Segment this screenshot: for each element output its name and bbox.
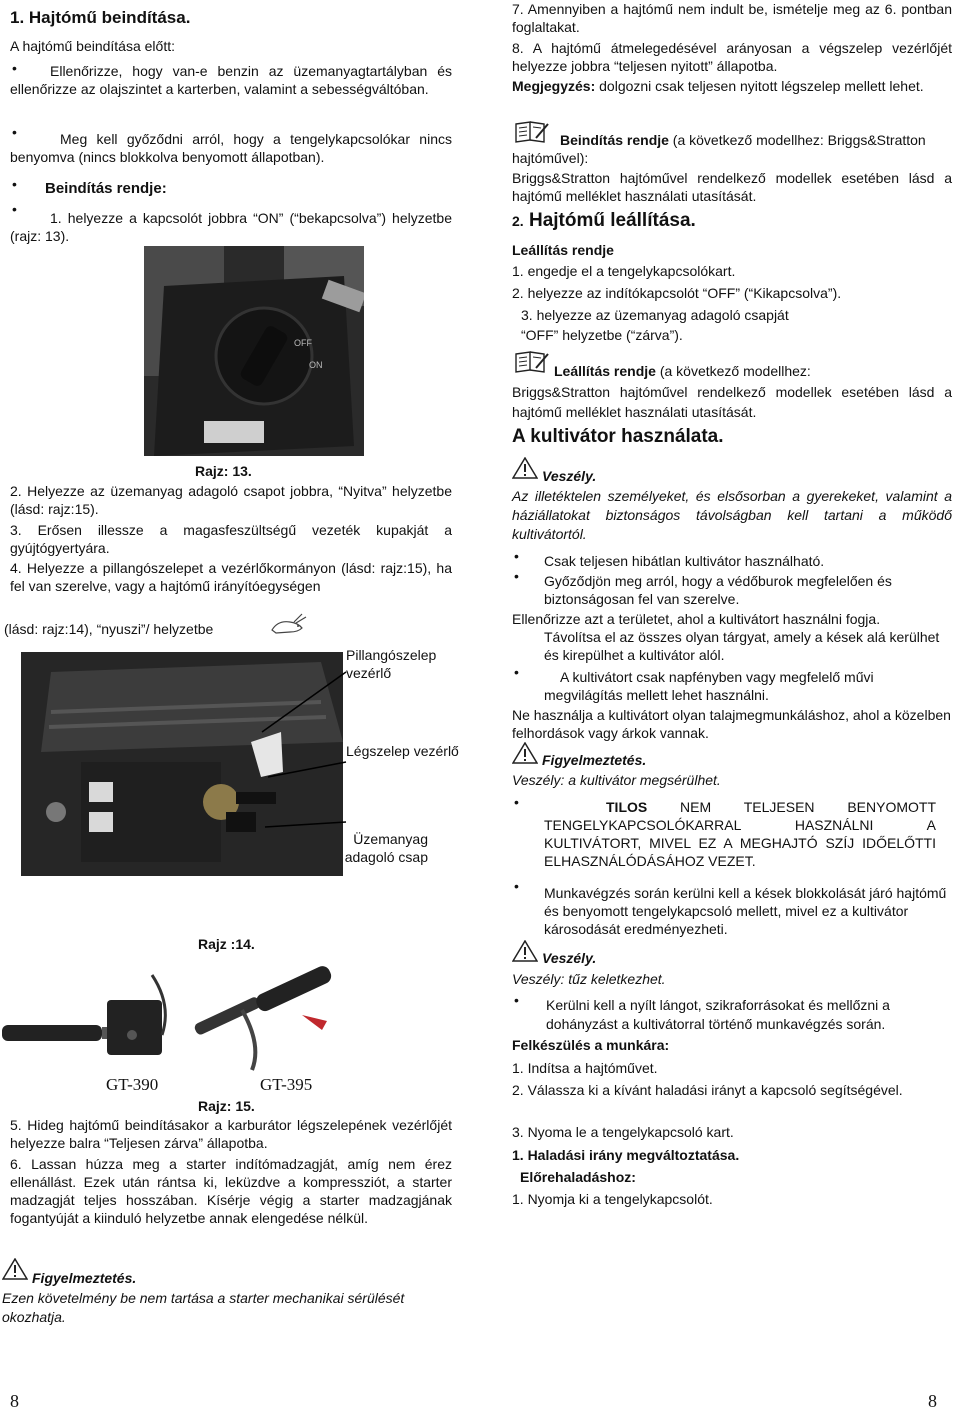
stop-order-bs: Leállítás rendje (a következő modellhez: (554, 363, 811, 379)
figure-15-caption: Rajz: 15. (198, 1098, 255, 1114)
step-1: 1. helyezze a kapcsolót jobbra “ON” (“bekapcsolva”) helyzetbe (rajz: 13). (10, 210, 452, 244)
bullet-lighting: A kultivátort csak napfényben vagy megfelelő művi megvilágítás mellett lehet használni. (544, 669, 874, 703)
stop-step-3: 3. helyezze az üzemanyag adagoló csapját (521, 307, 789, 323)
warning-triangle-icon (2, 1258, 28, 1280)
warning-triangle-icon (512, 742, 538, 764)
prep-heading: Felkészülés a munkára: (512, 1037, 670, 1053)
svg-text:ON: ON (309, 360, 323, 370)
note: Megjegyzés: dolgozni csak teljesen nyitott légszelep mellett lehet. (512, 78, 924, 94)
prep-step-3: 3. Nyoma le a tengelykapcsoló kart. (512, 1124, 734, 1140)
bullet-flawless: Csak teljesen hibátlan kultivátor használható. (544, 553, 825, 569)
bullet-dot-icon: • (514, 548, 519, 564)
step-3: 3. Erősen illessze a magasfeszültségű vezeték kupakját a gyújtógyertyára. (10, 522, 452, 556)
tilos-warning: TILOS NEM TELJESEN BENYOMOTT TENGELYKAPCSOLÓKARRAL HASZNÁLNI A KULTIVÁTORT, MIVEL EZ A MEGHAJTÓ SZÍJ IDŐELŐTTI ELHASZNÁLÓDÁSÁHOZ VEZET. (544, 799, 936, 869)
bullet-dot-icon: • (514, 664, 519, 680)
bullet-dot-icon: • (514, 878, 519, 894)
bullet-clutch-check: Meg kell győződni arról, hogy a tengelykapcsolókar nincs benyomva (nincs blokkolva benyomott állapotban). (10, 131, 452, 165)
bullet-blade-block: Munkavégzés során kerülni kell a kések blokkolását járó hajtómű és benyomott tengelykapcsoló mellett, mivel ez a kultivátor károsodását eredményezheti. (544, 885, 947, 937)
step-8: 8. A hajtómű átmelegedésével arányosan a végszelep vezérlőjét helyezze jobbra “teljesen nyitott” állapotba. (512, 40, 952, 74)
step-6: 6. Lassan húzza meg a starter indítómadzagját, amíg nem érez ellenállást. Ezek után rántsa ki, leküzdve a kompressziót, a starter madzagját teljes hosszában. Kísérje végig a starter madzagjának fogantyúját a kiinduló helyzetbe annak elengedése nélkül. (10, 1156, 452, 1226)
step-4: 4. Helyezze a pillangószelepet a vezérlőkormányon (lásd: rajz:15), ha fel van szerelve, vagy a hajtómű irányítóegységen (10, 560, 452, 594)
bullet-dot-icon: • (514, 992, 519, 1008)
warning-triangle-icon (512, 457, 538, 479)
start-order-bs: Beindítás rendje (a következő modellhez: Briggs&Stratton hajtóművel): (512, 132, 926, 166)
bullet-dot-icon: • (12, 176, 17, 192)
start-order-heading: Beindítás rendje: (45, 180, 167, 197)
svg-text:OFF: OFF (294, 338, 312, 348)
bullet-dot-icon: • (12, 60, 17, 76)
label-fuel-tap: Üzemanyag adagoló csap (344, 831, 428, 865)
figure-15-handlebar-photo (2, 955, 342, 1075)
figure-13-ignition-switch-photo (144, 246, 364, 456)
warning-2-title: Figyelmeztetés. (542, 752, 647, 768)
check-area: Ellenőrizze azt a területet, ahol a kultivátort használni fogja. (512, 611, 881, 627)
warning-title: Figyelmeztetés. (32, 1270, 137, 1286)
forward-step-1: 1. Nyomja ki a tengelykapcsolót. (512, 1191, 713, 1207)
warning-triangle-icon (512, 940, 538, 962)
forward-heading: Előrehaladáshoz: (520, 1169, 636, 1185)
bullet-guard: Győződjön meg arról, hogy a védőburok megfelelően és biztonságosan fel van szerelve. (544, 573, 892, 607)
danger-2-title: Veszély. (542, 950, 597, 966)
step-4-line-2: (lásd: rajz:14), “nyuszi”/ helyzetbe (4, 621, 214, 637)
bullet-dot-icon: • (12, 124, 17, 140)
remove-objects: Távolítsa el az összes olyan tárgyat, amely a kések alá kerülhet és kirepülhet a kultivátor alól. (544, 629, 940, 663)
danger-2-text: Veszély: tűz keletkezhet. (512, 971, 666, 987)
bullet-dot-icon: • (12, 201, 17, 217)
step-2: 2. Helyezze az üzemanyag adagoló csapot jobbra, “Nyitva” helyzetbe (lásd: rajz:15). (10, 483, 452, 517)
label-choke-control: Pillangószelep vezérlő (346, 647, 437, 681)
danger-1-title: Veszély. (542, 468, 597, 484)
warning-2-text: Veszély: a kultivátor megsérülhet. (512, 772, 721, 788)
stop-order-bs-body: Briggs&Stratton hajtóművel rendelkező modellek esetében lásd a hajtómű melléklet használati utasítását. (512, 384, 952, 420)
do-not-use: Ne használja a kultivátort olyan talajmegmunkáláshoz, ahol a közelben felhordások vagy árkok vannak. (512, 707, 951, 741)
page-number-left: 8 (10, 1391, 19, 1411)
label-air-valve-control: Légszelep vezérlő (346, 743, 459, 759)
model-gt395-label: GT-395 (260, 1075, 313, 1094)
danger-1-text: Az illetéktelen személyeket, és elsősorban a gyerekeket, valamint a háziállatokat biztonságos távolságban kell tartani a működő kultivátortól. (512, 488, 952, 542)
start-order-bs-body: Briggs&Stratton hajtóművel rendelkező modellek esetében lásd a hajtómű melléklet használati utasítását. (512, 170, 952, 204)
bullet-fuel-check: Ellenőrizze, hogy van-e benzin az üzemanyagtartályban és ellenőrizze az olajszintet a karterben, valamint a sebességváltóban. (10, 63, 452, 97)
page-number-right: 8 (928, 1391, 937, 1411)
section-2-heading: 2. Hajtómű leállítása. (512, 210, 696, 231)
direction-change-heading: 1. Haladási irány megváltoztatása. (512, 1147, 740, 1163)
figure-14-caption: Rajz :14. (198, 936, 255, 952)
before-start-label: A hajtómű beindítása előtt: (10, 38, 175, 54)
section-heading: 1. Hajtómű beindítása. (10, 8, 191, 27)
prep-step-1: 1. Indítsa a hajtóművet. (512, 1060, 658, 1076)
bullet-dot-icon: • (514, 568, 519, 584)
model-gt390-label: GT-390 (106, 1075, 159, 1094)
stop-step-1: 1. engedje el a tengelykapcsolókart. (512, 263, 736, 279)
rabbit-icon (268, 612, 308, 641)
warning-text: Ezen követelmény be nem tartása a starter mechanikai sérülését okozhatja. (2, 1290, 405, 1325)
step-5: 5. Hideg hajtómű beindításakor a karburátor légszelepének vezérlőjét helyezze balra “Teljesen zárva” állapotba. (10, 1117, 452, 1151)
stop-order-heading: Leállítás rendje (512, 242, 614, 258)
stop-step-3b: “OFF” helyzetbe (“zárva”). (521, 327, 683, 343)
stop-step-2: 2. helyezze az indítókapcsolót “OFF” (“Kikapcsolva”). (512, 285, 842, 301)
bullet-open-flame: Kerülni kell a nyílt lángot, szikraforrásokat és mellőzni a dohányzást a kultivátorral történő munkavégzés során. (546, 997, 890, 1032)
cultivator-usage-heading: A kultivátor használata. (512, 426, 724, 447)
figure-13-caption: Rajz: 13. (195, 463, 252, 479)
bullet-dot-icon: • (514, 794, 519, 810)
prep-step-2: 2. Válassza ki a kívánt haladási irányt a kapcsoló segítségével. (512, 1082, 903, 1098)
step-7: 7. Amennyiben a hajtómű nem indult be, ismételje meg az 6. pontban foglaltakat. (512, 1, 952, 35)
